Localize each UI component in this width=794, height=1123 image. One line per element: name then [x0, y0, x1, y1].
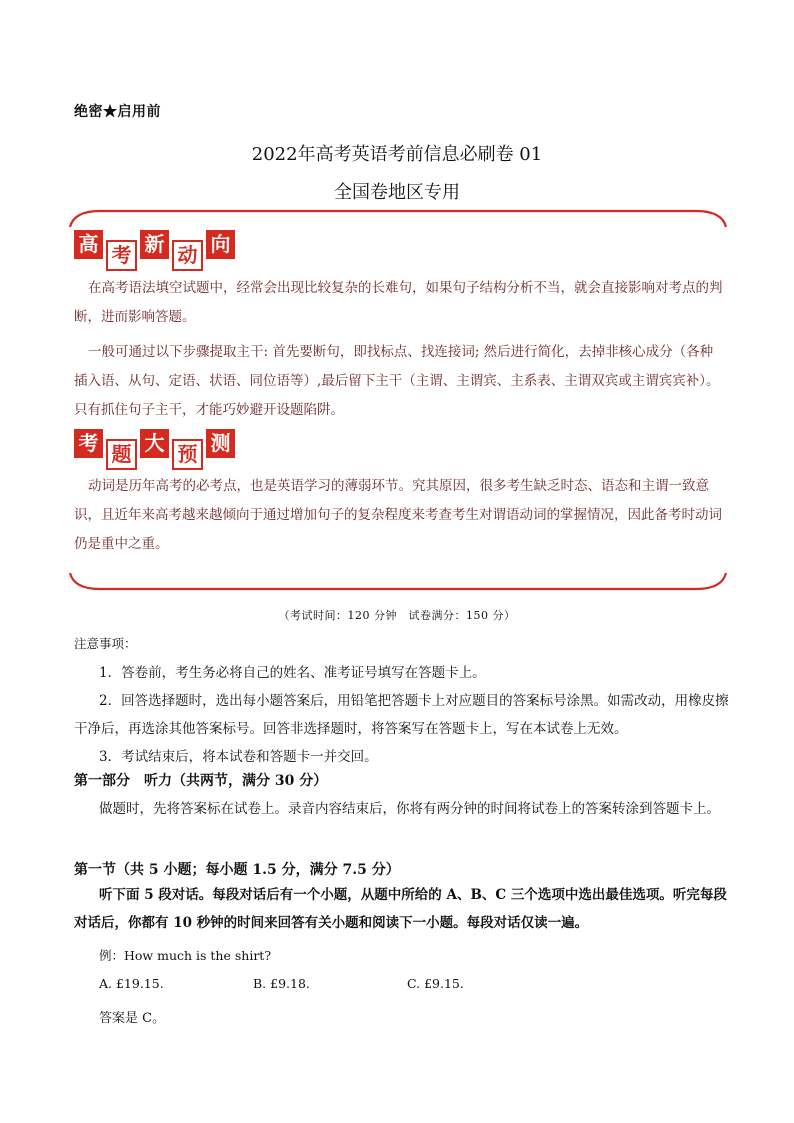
badge-char: 测: [206, 429, 235, 458]
badge-char: 考: [74, 429, 103, 458]
section1-heading: 第一节（共 5 小题；每小题 1.5 分，满分 7.5 分）: [74, 862, 400, 878]
part1-instruction: 做题时，先将答案标在试卷上。录音内容结束后，你将有两分钟的时间将试卷上的答案转涂到答题卡上。: [99, 801, 720, 817]
notes-heading: 注意事项：: [74, 636, 137, 651]
option-a: A. £19.15.: [99, 976, 164, 991]
badge-char: 动: [172, 240, 203, 271]
badge-exam-prediction: [74, 433, 238, 470]
example-question: 例：How much is the shirt?: [99, 948, 272, 963]
badge-char: 新: [140, 230, 169, 259]
confidential-label: 绝密★启用前: [74, 104, 161, 120]
badge-char: 题: [106, 439, 137, 470]
badge-char: 大: [140, 429, 169, 458]
page-subtitle: 全国卷地区专用: [334, 182, 460, 203]
prediction-paragraph: 动词是历年高考的必考点，也是英语学习的薄弱环节。究其原因，很多考生缺乏时态、语态和主谓一致意识，且近年来高考越来越倾向于通过增加句子的复杂程度来考查考生对谓语动词的掌握情况，因此备考时动词仍是重中之重。: [74, 478, 722, 552]
option-b: B. £9.18.: [253, 976, 310, 991]
example-options: [99, 976, 699, 991]
trend-paragraph-1: 在高考语法填空试题中，经常会出现比较复杂的长难句，如果句子结构分析不当，就会直接影响对考点的判断，进而影响答题。: [74, 280, 723, 325]
page-title: 2022年高考英语考前信息必刷卷 01: [251, 144, 543, 165]
option-c: C. £9.15.: [407, 976, 464, 991]
exam-meta: （考试时间：120 分钟 试卷满分：150 分）: [278, 609, 516, 622]
badge-char: 高: [74, 230, 103, 259]
note-item-1: 1．答卷前，考生务必将自己的姓名、准考证号填写在答题卡上。: [99, 665, 486, 681]
example-answer: 答案是 C。: [99, 1011, 166, 1026]
trend-paragraph-2: 一般可通过以下步骤提取主干: 首先要断句，即找标点、找连接词; 然后进行简化，去掉非核心成分（各种插入语、从句、定语、状语、同位语等）,最后留下主干（主谓、主谓宾、主系表、主谓双宾或主谓宾宾补）。只有抓住句子主干，才能巧妙避开设题陷阱。: [74, 344, 720, 418]
badge-gaokao-trends: [74, 234, 238, 271]
part1-heading: 第一部分 听力（共两节，满分 30 分）: [74, 773, 328, 789]
section1-instruction: 听下面 5 段对话。每段对话后有一个小题，从题中所给的 A、B、C 三个选项中选出最佳选项。听完每段对话后，你都有 10 秒钟的时间来回答有关小题和阅读下一小题。每段对话仅读一遍。: [74, 887, 727, 931]
badge-char: 预: [172, 439, 203, 470]
badge-char: 考: [106, 240, 137, 271]
note-item-3: 3．考试结束后，将本试卷和答题卡一并交回。: [99, 749, 378, 765]
badge-char: 向: [206, 230, 235, 259]
note-item-2: 2．回答选择题时，选出每小题答案后，用铅笔把答题卡上对应题目的答案标号涂黑。如需改动，用橡皮擦干净后，再选涂其他答案标号。回答非选择题时，将答案写在答题卡上，写在本试卷上无效。: [74, 693, 729, 737]
